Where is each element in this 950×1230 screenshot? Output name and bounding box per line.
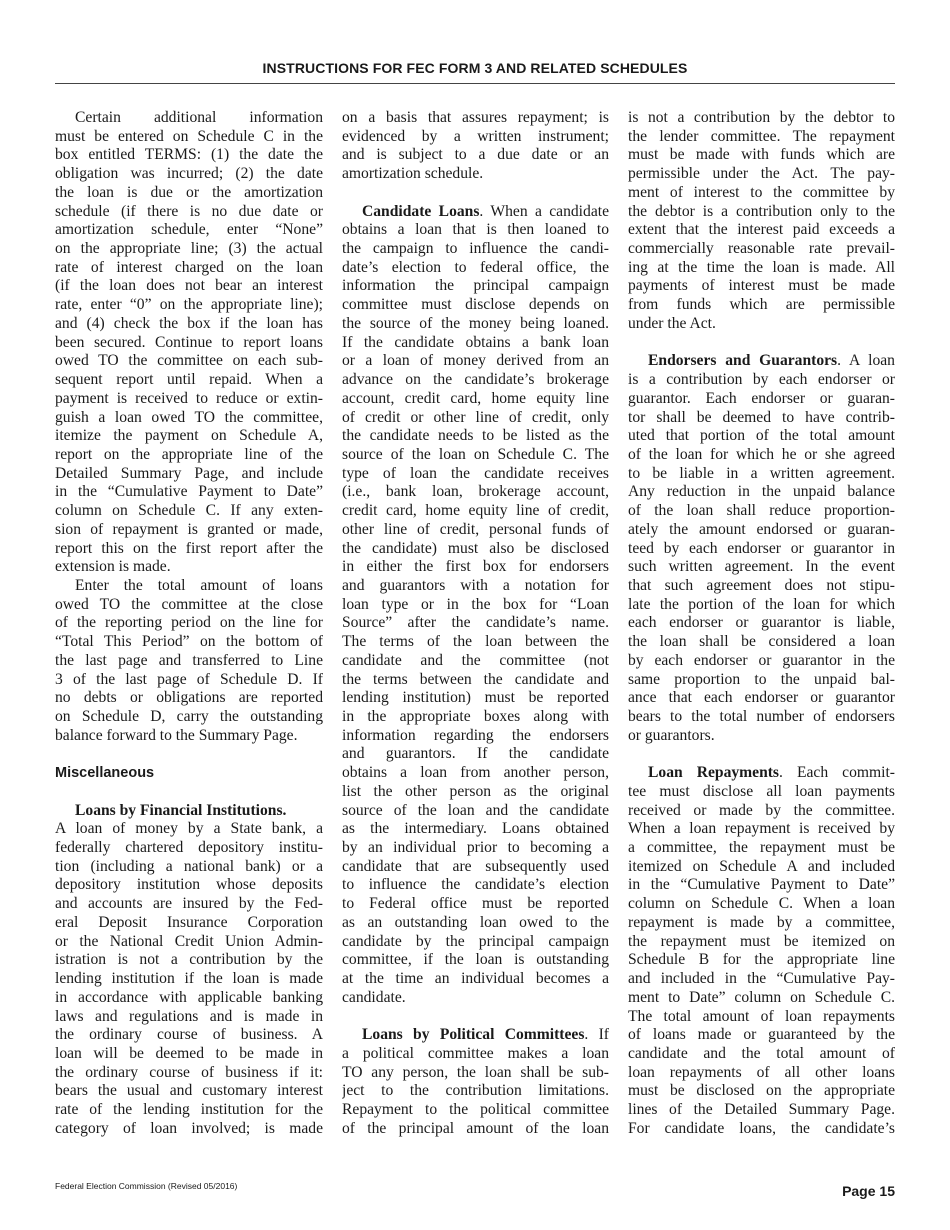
text-line: from funds which are permissible [628,296,895,314]
text-line: Loan Repayments. Each commit- [648,764,895,782]
text-line: source of the loan on Schedule C. The [342,445,609,463]
text-line: on the appropriate line; (3) the actual [55,240,323,258]
text-line: of the principal amount of the loan [342,1119,609,1137]
paragraph [628,109,895,334]
text-line: loan type or in the box for “Loan [342,595,609,613]
text-line: tor shall be deemed to have contrib- [628,408,895,426]
text-line: report on the appropriate line of the [55,445,323,463]
text-line: the ordinary course of business. A [55,1026,323,1044]
text-line: commercially reasonable rate prevail- [628,240,895,258]
text-line: ment of interest to the committee by [628,183,895,201]
paragraph-spacer [55,783,323,802]
text-line: owed TO the committee at the close [55,595,323,613]
text-line: in either the first box for endorsers [342,558,609,576]
text-line: Source” after the candidate’s name. [342,614,609,632]
text-line: on Schedule D, carry the outstanding [55,708,323,725]
text-line: in the “Cumulative Payment to Date” [55,483,323,501]
text-line: (i.e., bank loan, brokerage account, [342,483,609,501]
paragraph-spacer [55,745,323,764]
text-line: TO any person, the loan shall be sub- [342,1063,609,1081]
text-line: late the portion of the loan for which [628,595,895,613]
text-line: If the candidate obtains a bank loan [342,333,609,351]
text-line: information the principal campaign [342,277,609,295]
text-line: ately the amount endorsed or guaran- [628,520,895,538]
paragraph-spacer [342,1008,609,1027]
text-line: the repayment must be itemized on [628,932,895,950]
text-line: rate, enter “0” on the appropriate line); [55,296,323,314]
text-line: Loans by Political Committees. If [362,1026,609,1044]
text-line: and is subject to a due date or an [342,146,609,164]
text-line: the source of the money being loaned. [342,314,609,332]
text-line: a committee, the repayment must be [628,839,895,857]
text-line: category of loan involved; is made [55,1119,323,1137]
text-line: column on Schedule C. When a loan [628,895,895,913]
text-column-2 [342,109,609,1139]
text-line: source of the loan and the candidate [342,801,609,819]
text-line: of the loan shall reduce proportion- [628,502,895,520]
text-line: of loans made or guaranteed by the [628,1026,895,1044]
paragraph-lead-in: Loan Repayments [648,764,780,782]
text-line: federally chartered depository institu- [55,839,323,857]
section-heading: Miscellaneous [55,765,155,782]
paragraph [628,352,895,745]
text-line: list the other person as the original [342,782,609,800]
text-line [55,802,323,821]
text-line: Schedule B for the appropriate line [628,951,895,969]
text-line: type of loan the candidate receives [342,464,609,482]
text-line: must be made with funds which are [628,146,895,164]
text-line: candidate. [342,988,406,1006]
text-line: the debtor is a contribution only to the [628,202,895,220]
text-line: tion (including a national bank) or a [55,857,323,875]
text-line: to Federal office must be reported [342,895,609,913]
page-number: Page 15 [842,1183,895,1199]
text-line: obtains a loan that is then loaned to [342,221,609,239]
text-line: column on Schedule C. If any exten- [55,502,323,520]
text-line: the loan shall be considered a loan [628,633,895,651]
text-line: credit card, home equity line of credit, [342,502,609,520]
text-line: and included in the “Cumulative Pay- [628,970,895,988]
text-line: such written agreement. In the event [628,558,895,576]
text-line: The total amount of loan repayments [628,1007,895,1025]
text-line: is a contribution by each endorser or [628,371,895,389]
text-line: laws and regulations and is made in [55,1007,323,1025]
text-line: sequent report until repaid. When a [55,371,323,389]
page-header-title: INSTRUCTIONS FOR FEC FORM 3 AND RELATED SCHEDULES [262,60,688,76]
text-line: obtains a loan from another person, [342,764,609,782]
text-line: itemize the payment on Schedule A, [55,427,323,445]
text-line: The terms of the loan between the [342,633,609,651]
text-column-3 [628,109,895,1139]
text-line: box entitled TERMS: (1) the date the [55,146,323,164]
text-line: date’s election to federal office, the [342,258,609,276]
text-line: by an individual prior to becoming a [342,839,609,857]
text-line: as an outstanding loan owed to the [342,913,609,931]
text-line: 3 of the last page of Schedule D. If [55,670,323,688]
text-line: in the “Cumulative Payment to Date” [628,876,895,894]
text-line: itemized on Schedule A and included [628,857,895,875]
text-line: the last page and transferred to Line [55,651,323,669]
text-line: When a loan repayment is received by [628,820,895,838]
paragraph-spacer [628,334,895,353]
paragraph [628,764,895,1138]
paragraph [342,1026,609,1138]
text-line: lending institution if the loan is made [55,970,323,988]
text-line: eral Deposit Insurance Corporation [55,913,323,931]
text-line: ment to Date” column on Schedule C. [628,988,895,1006]
text-line: amortization schedule. [342,165,484,183]
text-line: by each endorser or guarantor in the [628,651,895,669]
text-line: or a loan of money derived from an [342,352,609,370]
paragraph-lead-in: Endorsers and Guarantors [648,352,838,370]
paragraph [55,109,323,577]
text-line: account, credit card, home equity line [342,389,609,407]
text-line: candidate and the total amount of [628,1044,895,1062]
text-line: the terms between the candidate and [342,670,609,688]
text-column-1 [55,109,323,1139]
paragraph-spacer [342,184,609,203]
text-line: payment is received to reduce or extin- [55,389,323,407]
text-line: Any reduction in the unpaid balance [628,483,895,501]
text-line: and accounts are insured by the Fed- [55,895,323,913]
text-line: received or made by the committee. [628,801,895,819]
text-line: no debts or obligations are reported [55,689,323,707]
text-line: (if the loan does not bear an interest [55,277,323,295]
paragraph [55,802,323,1139]
text-line: that such agreement does not stipu- [628,576,895,594]
text-line: guish a loan owed TO the committee, [55,408,323,426]
text-line: rate of the lending institution for the [55,1101,323,1119]
text-line: other line of credit, personal funds of [342,520,609,538]
text-line: teed by each endorser or guarantor in [628,539,895,557]
text-line: uted that portion of the total amount [628,427,895,445]
paragraph [55,577,323,745]
text-line: been secured. Continue to report loans [55,333,323,351]
text-line: same proportion to the unpaid bal- [628,670,895,688]
text-line: advance on the candidate’s brokerage [342,371,609,389]
paragraph-lead-in: Candidate Loans [362,202,480,220]
text-line: Detailed Summary Page, and include [55,464,323,482]
paragraph [342,203,609,1008]
text-line: Candidate Loans. When a candidate [362,202,609,220]
text-line: depository institution whose deposits [55,876,323,894]
text-line: the candidate needs to be listed as the [342,427,609,445]
text-line: and (4) check the box if the loan has [55,314,323,332]
text-line: bears the usual and customary interest [55,1082,323,1100]
text-line: Enter the total amount of loans [75,576,323,594]
text-line: the ordinary course of business if it: [55,1063,323,1081]
text-line: report this on the first report after the [55,539,323,557]
text-line: bears to the total number of endorsers [628,708,895,725]
text-line: extension is made. [55,558,171,576]
text-line: a political committee makes a loan [342,1044,609,1062]
text-line: repayment is made by a committee, [628,913,895,931]
text-line: in accordance with applicable banking [55,988,323,1006]
paragraph-lead-in: Loans by Financial Institutions. [75,801,287,819]
text-line: obligation was incurred; (2) the date [55,165,323,183]
text-line: guarantor. Each endorser or guaran- [628,389,895,407]
text-line: loan will be deemed to be made in [55,1044,323,1062]
text-line: at the time an individual becomes a [342,970,609,988]
text-line: sion of repayment is granted or made, [55,520,323,538]
text-line: under the Act. [628,314,716,332]
text-line: istration is not a contribution by the [55,951,323,969]
text-line: the campaign to influence the candi- [342,240,609,258]
text-line: loan repayments of all other loans [628,1063,895,1081]
paragraph-lead-in: Loans by Political Committees [362,1026,585,1044]
text-line: must be disclosed on the appropriate [628,1082,895,1100]
text-line: lines of the Detailed Summary Page. [628,1101,895,1119]
text-line: tee must disclose all loan payments [628,782,895,800]
text-line: the loan is due or the amortization [55,183,323,201]
text-line: “Total This Period” on the bottom of [55,633,323,651]
text-line: ance that each endorser or guarantor [628,689,895,707]
text-line: the candidate) must also be disclosed [342,539,609,557]
text-line: committee must disclose depends on [342,296,609,314]
text-line: on a basis that assures repayment; is [342,109,609,126]
text-line: schedule (if there is no due date or [55,202,323,220]
text-line: For candidate loans, the candidate’s [628,1119,895,1137]
text-line: as the intermediary. Loans obtained [342,820,609,838]
text-line: permissible under the Act. The pay- [628,165,895,183]
text-line: ing at the time the loan is made. All [628,258,895,276]
text-line: candidate that are subsequently used [342,857,609,875]
text-line: owed TO the committee on each sub- [55,352,323,370]
text-line: candidate and the committee (not [342,651,609,669]
text-line: A loan of money by a State bank, a [55,820,323,838]
text-line: evidenced by a written instrument; [342,127,609,145]
text-line: or the National Credit Union Admin- [55,932,323,950]
footer-publisher: Federal Election Commission (Revised 05/2016) [55,1181,238,1191]
text-line: rate of interest charged on the loan [55,258,323,276]
text-line: or guarantors. [628,726,715,744]
text-line: Repayment to the political committee [342,1101,609,1119]
text-line: to influence the candidate’s election [342,876,609,894]
text-line: to be liable in a written agreement. [628,464,895,482]
text-line: amortization schedule, enter “None” [55,221,323,239]
text-line: candidate by the principal campaign [342,932,609,950]
text-line: the lender committee. The repayment [628,127,895,145]
text-line: must be entered on Schedule C in the [55,127,323,145]
text-line: committee, if the loan is outstanding [342,951,609,969]
paragraph [342,109,609,184]
header-divider [55,83,895,84]
text-line: of the reporting period on the line for [55,614,323,632]
text-line: lending institution) must be reported [342,689,609,707]
text-line: is not a contribution by the debtor to [628,109,895,126]
text-line: extent that the interest paid exceeds a [628,221,895,239]
text-line: and guarantors. If the candidate [342,745,609,763]
text-line: Certain additional information [75,109,323,126]
text-line: balance forward to the Summary Page. [55,726,298,744]
paragraph-spacer [628,745,895,764]
text-line: of the loan for which he or she agreed [628,445,895,463]
text-line: ject to the contribution limitations. [342,1082,609,1100]
text-line: Endorsers and Guarantors. A loan [648,352,895,370]
text-line: information regarding the endorsers [342,726,609,744]
text-line: in the appropriate boxes along with [342,708,609,725]
text-line: payments of interest must be made [628,277,895,295]
text-line: and guarantors with a notation for [342,576,609,594]
text-line: of credit or other line of credit, only [342,408,609,426]
text-line: each endorser or guarantor is liable, [628,614,895,632]
